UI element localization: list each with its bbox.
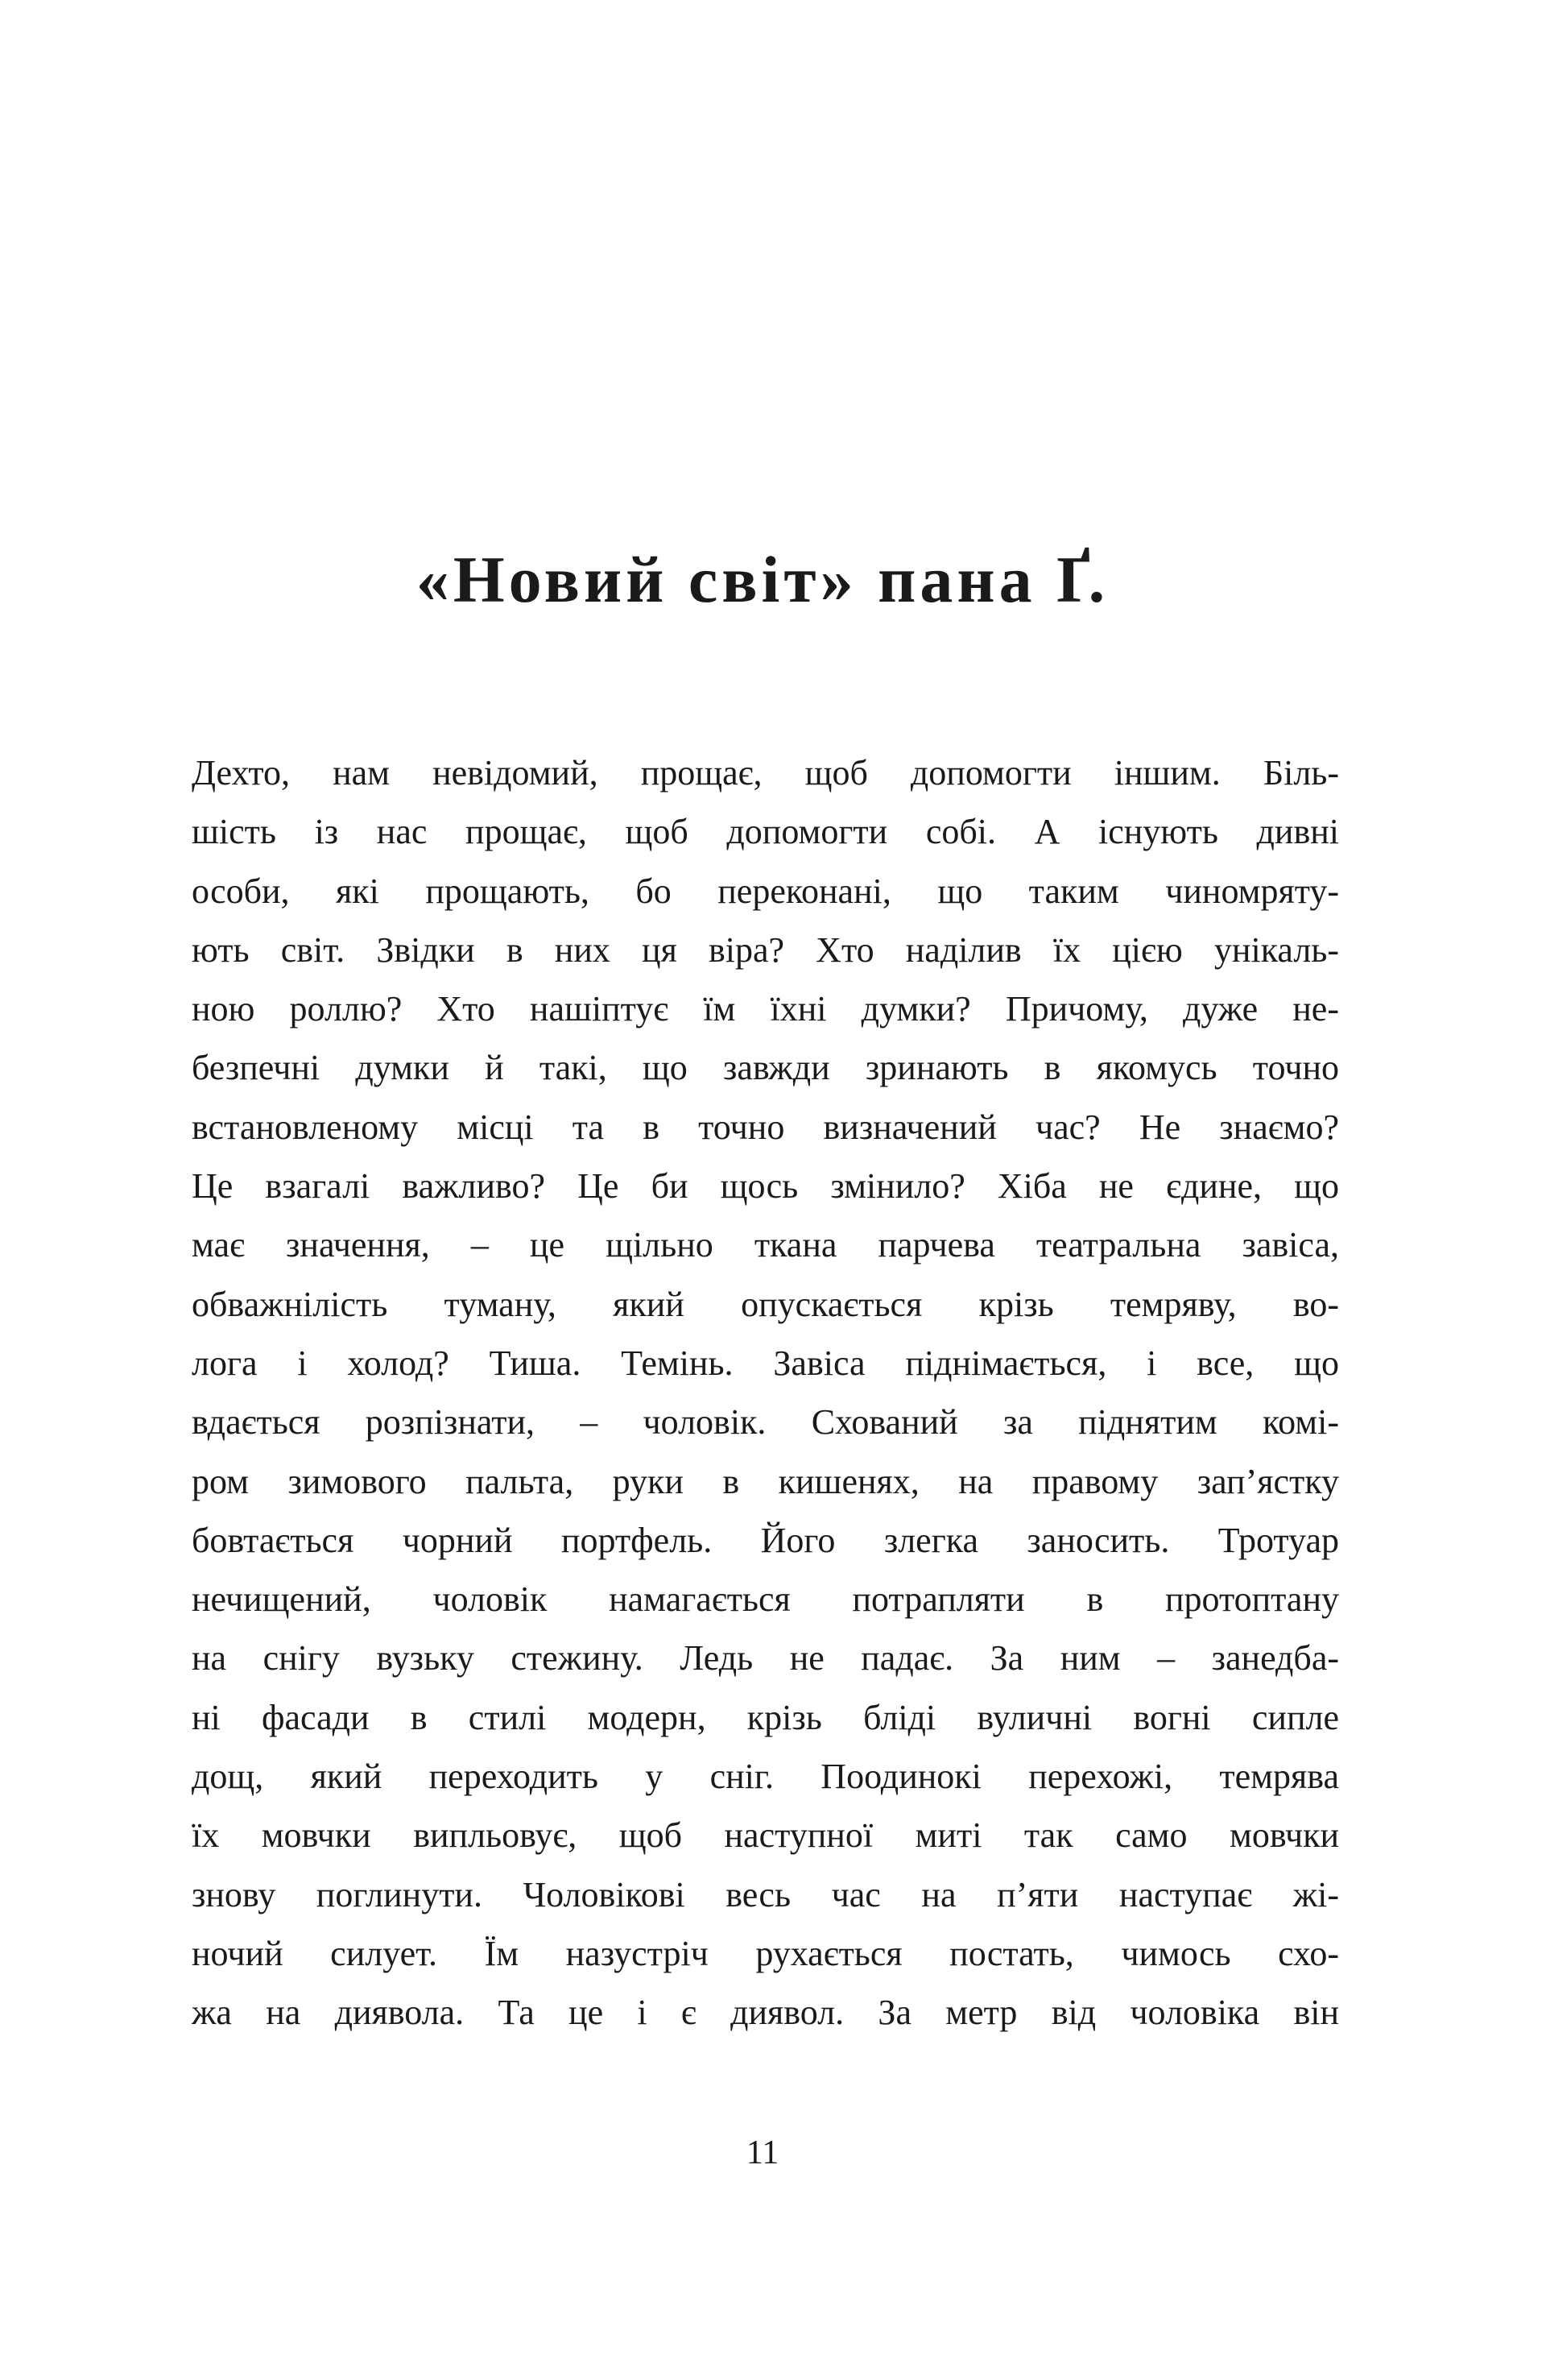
text-line: має значення, – це щільно ткана парчева театральна завіса, bbox=[192, 1225, 1339, 1265]
text-line: їх мовчки випльовує, щоб наступної миті так само мовчки bbox=[192, 1815, 1339, 1856]
text-line: ночий силует. Їм назустріч рухається постать, чимось схо- bbox=[192, 1933, 1339, 1973]
text-line: знову поглинути. Чоловікові весь час на п’яти наступає жі- bbox=[192, 1874, 1339, 1914]
chapter-title: «Новий світ» пана Ґ. bbox=[415, 542, 1110, 616]
text-line: шість із нас прощає, щоб допомогти собі. А існують дивні bbox=[192, 812, 1339, 852]
text-line: лога і холод? Тиша. Темінь. Завіса піднімається, і все, що bbox=[192, 1343, 1339, 1383]
text-line: ні фасади в стилі модерн, крізь бліді вуличні вогні сипле bbox=[192, 1697, 1339, 1737]
text-line: ром зимового пальта, руки в кишенях, на правому зап’ястку bbox=[192, 1461, 1339, 1501]
text-line: особи, які прощають, бо переконані, що таким чиномряту- bbox=[192, 871, 1339, 911]
text-line: вдається розпізнати, – чоловік. Схований за піднятим комі- bbox=[192, 1402, 1339, 1442]
text-line: нечищений, чоловік намагається потрапляти в протоптану bbox=[192, 1579, 1339, 1620]
text-line: Це взагалі важливо? Це би щось змінило? Хіба не єдине, що bbox=[192, 1166, 1339, 1207]
text-line: бовтається чорний портфель. Його злегка заносить. Тротуар bbox=[192, 1520, 1339, 1560]
text-line: обважнілість туману, який опускається крізь темряву, во- bbox=[192, 1284, 1339, 1324]
body-text bbox=[192, 743, 1339, 2043]
text-line: безпечні думки й такі, що завжди зринають в якомусь точно bbox=[192, 1048, 1339, 1088]
text-line: дощ, який переходить у сніг. Поодинокі перехожі, темрява bbox=[192, 1757, 1339, 1797]
text-line: ють світ. Звідки в них ця віра? Хто наділив їх цією унікаль- bbox=[192, 929, 1339, 970]
text-line: на снігу вузьку стежину. Ледь не падає. За ним – занедба- bbox=[192, 1638, 1339, 1678]
text-line: жа на диявола. Та це і є диявол. За метр від чоловіка він bbox=[192, 1993, 1339, 2033]
page-number: 11 bbox=[746, 2134, 779, 2171]
text-line: ною роллю? Хто нашіптує їм їхні думки? Причому, дуже не- bbox=[192, 989, 1339, 1029]
text-line: Дехто, нам невідомий, прощає, щоб допомогти іншим. Біль- bbox=[192, 753, 1339, 793]
text-line: встановленому місці та в точно визначений час? Не знаємо? bbox=[192, 1107, 1339, 1147]
